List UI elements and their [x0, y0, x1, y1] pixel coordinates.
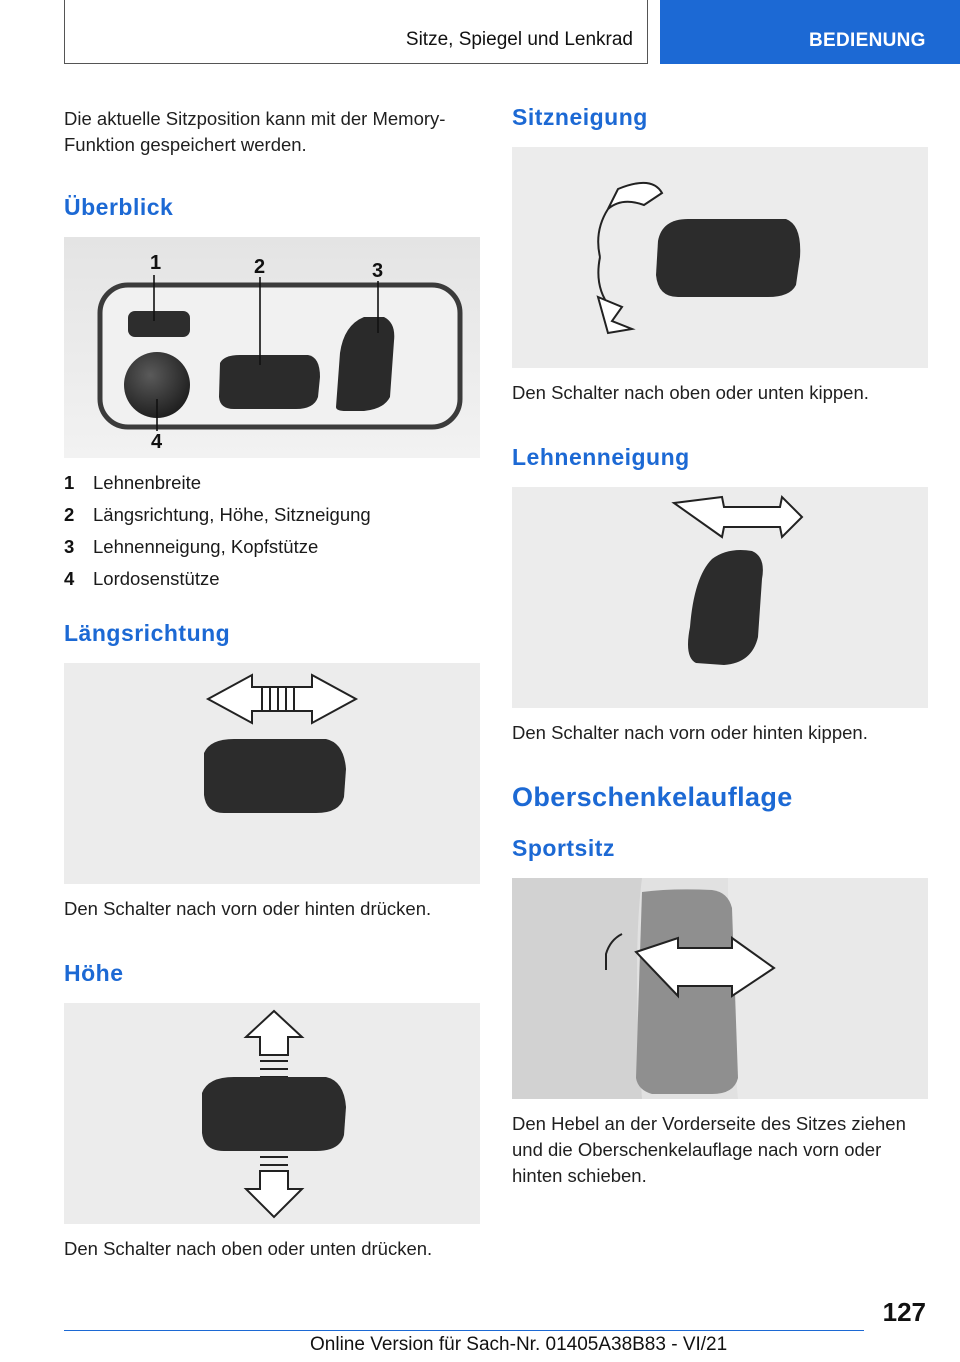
seat-tilt-heading: Sitzneigung: [512, 104, 648, 130]
seat-controls-overview-figure: [64, 237, 480, 458]
height-switch-figure: [64, 1003, 480, 1224]
seat-tilt-caption: Den Schalter nach oben oder unten kippen.: [512, 382, 869, 403]
header-chapter-tab: [660, 0, 960, 64]
header-section-box: [64, 0, 648, 64]
legend-item: 4 Lordosenstütze: [64, 568, 220, 589]
legend-item: 2 Längsrichtung, Höhe, Sitzneigung: [64, 504, 371, 525]
thigh-support-figure: [512, 878, 928, 1099]
header-chapter-label: BEDIENUNG: [809, 30, 926, 51]
figure-label-4: 4: [151, 431, 163, 453]
height-caption: Den Schalter nach oben oder unten drücken.: [64, 1238, 433, 1259]
footer-version-text: Online Version für Sach-Nr. 01405A38B83 - VI/21: [310, 1334, 728, 1355]
thigh-support-caption: Den Hebel an der Vorderseite des Sitzes ziehen und die Oberschenkelauflage nach vorn oder hinten schieben.: [512, 1113, 906, 1186]
page-number: 127: [882, 1297, 926, 1327]
thigh-support-heading: Oberschenkelauflage: [512, 782, 793, 812]
longitudinal-switch-figure: [64, 663, 480, 884]
figure-label-1: 1: [150, 252, 162, 274]
sport-seat-subheading: Sportsitz: [512, 835, 615, 861]
seat-tilt-switch-figure: [512, 147, 928, 368]
backrest-tilt-caption: Den Schalter nach vorn oder hinten kippen.: [512, 722, 868, 743]
height-heading: Höhe: [64, 960, 124, 986]
overview-legend: [64, 470, 480, 598]
legend-item: 1 Lehnenbreite: [64, 472, 202, 493]
legend-item: 3 Lehnenneigung, Kopfstütze: [64, 536, 319, 557]
backrest-tilt-switch-figure: [512, 487, 928, 708]
left-column: [64, 100, 480, 1262]
right-column: [512, 100, 928, 1189]
longitudinal-caption: Den Schalter nach vorn oder hinten drücken.: [64, 898, 432, 919]
figure-label-3: 3: [372, 260, 384, 282]
backrest-tilt-heading: Lehnenneigung: [512, 444, 690, 470]
header-section-title: Sitze, Spiegel und Lenkrad: [405, 29, 633, 50]
figure-label-2: 2: [254, 256, 266, 278]
longitudinal-heading: Längsrichtung: [64, 620, 231, 646]
overview-heading: Überblick: [64, 194, 174, 220]
memory-intro-text: Die aktuelle Sitzposition kann mit der Memory-Funktion gespeichert werden.: [64, 108, 446, 155]
footer-rule: [64, 1330, 864, 1331]
